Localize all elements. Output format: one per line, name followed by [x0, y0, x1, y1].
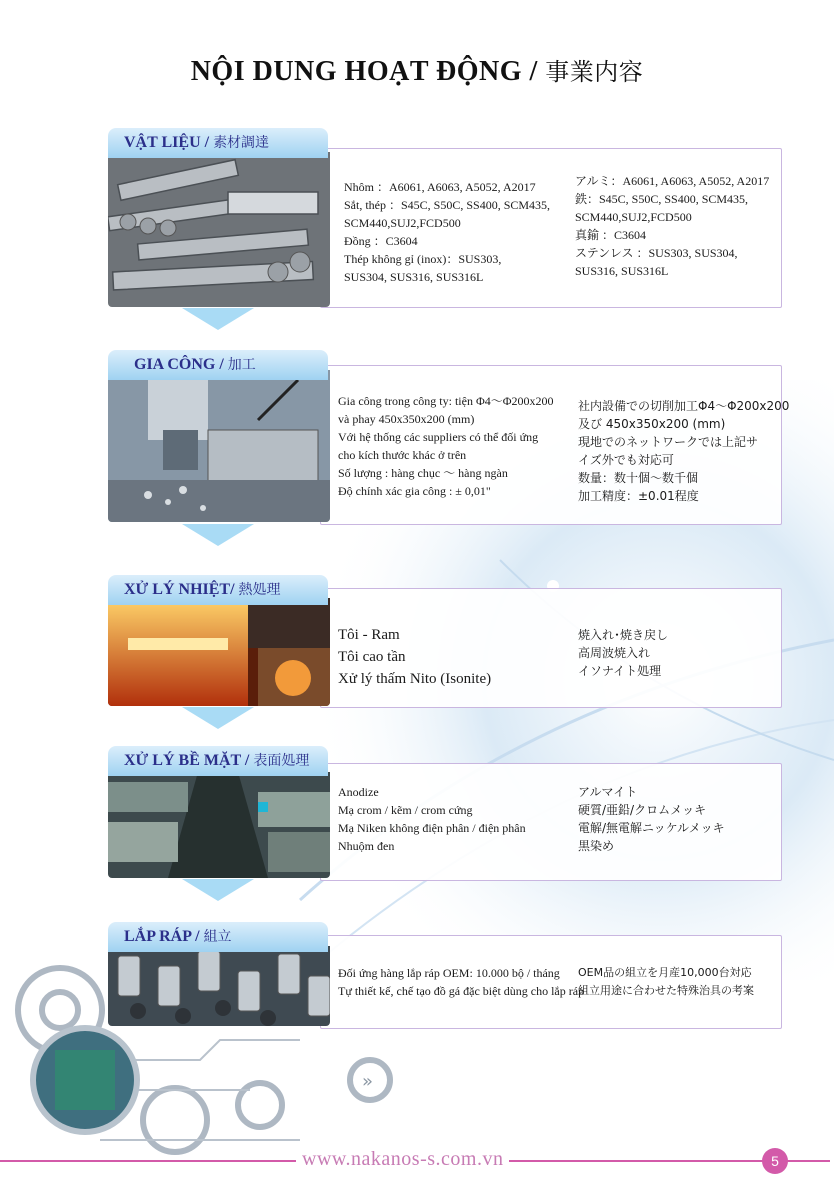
text-line: アルマイト	[578, 785, 638, 799]
assembly-vi-text	[338, 964, 585, 1000]
heat-treatment-tab-jp: 熱処理	[238, 582, 281, 598]
text-line: SUS316, SUS316L	[575, 264, 669, 278]
text-line: 現地でのネットワークでは上記サ	[578, 435, 759, 449]
heat-treatment-jp-text	[578, 626, 778, 680]
surface-treatment-jp-text	[578, 783, 778, 855]
surface-treatment-vi-text	[338, 783, 568, 855]
text-line: Mạ crom / kẽm / crom cứng	[338, 803, 473, 817]
text-line: Gia công trong công ty: tiện Φ4～Φ200x200	[338, 394, 554, 408]
assembly-tab-vi: LẮP RÁP /	[124, 928, 200, 945]
text-line: Xử lý thấm Nito (Isonite)	[338, 671, 492, 687]
assembly-photo	[108, 946, 330, 1026]
text-line: Anodize	[338, 785, 379, 799]
text-line: Tự thiết kế, chế tạo đồ gá đặc biệt dùng cho lắp ráp	[338, 984, 585, 998]
text-line: Sắt, thép ：S45C, S50C, SS400, SCM435,	[344, 198, 551, 212]
text-line: OEM品の組立を月産10,000台対応	[578, 966, 752, 979]
text-line: 硬質/亜鉛/クロムメッキ	[578, 803, 707, 817]
text-line: Tôi cao tần	[338, 649, 406, 665]
text-line: SCM440,SUJ2,FCD500	[575, 210, 692, 224]
surface-treatment-tab	[108, 746, 328, 776]
surface-treatment-photo	[108, 772, 330, 878]
text-line: Với hệ thống các suppliers có thể đối ứng	[338, 430, 539, 444]
text-line: ステンレス ：SUS303, SUS304,	[575, 246, 738, 260]
text-line: 組立用途に合わせた特殊治具の考案	[578, 984, 754, 997]
text-line: イズ外でも対応可	[578, 453, 674, 467]
text-line: Nhuộm đen	[338, 839, 395, 853]
heat-treatment-vi-text	[338, 624, 568, 690]
page-number: 5	[762, 1148, 788, 1174]
text-line: 鉄：S45C, S50C, SS400, SCM435,	[575, 192, 749, 206]
assembly-jp-text	[578, 964, 778, 1000]
heat-treatment-photo	[108, 598, 330, 706]
text-line: 数量：数十個～数千個	[578, 471, 699, 485]
machining-jp-text	[578, 397, 790, 505]
page-title-jp: 事業内容	[545, 58, 644, 86]
flow-arrow	[182, 524, 254, 546]
surface-treatment-tab-vi: XỬ LÝ BỀ MẶT /	[124, 752, 250, 769]
svg-text:»: »	[362, 1071, 374, 1092]
assembly-tab	[108, 922, 328, 952]
page-title	[0, 52, 834, 88]
text-line: và phay 450x350x200 (mm)	[338, 412, 475, 426]
materials-vi-text	[344, 178, 574, 286]
materials-tab-jp: 素材調達	[213, 135, 270, 151]
materials-tab-vi: VẬT LIỆU /	[124, 134, 210, 151]
machining-tab	[108, 350, 328, 380]
heat-treatment-tab-vi: XỬ LÝ NHIỆT/	[124, 581, 235, 598]
text-line: Nhôm ：A6061, A6063, A5052, A2017	[344, 180, 536, 194]
text-line: 加工精度：±0.01程度	[578, 489, 699, 503]
machining-vi-text	[338, 392, 573, 500]
page-title-vi: NỘI DUNG HOẠT ĐỘNG /	[190, 56, 538, 87]
machining-photo	[108, 370, 330, 522]
materials-photo	[108, 152, 330, 307]
website-link[interactable]: www.nakanos-s.com.vn	[296, 1148, 509, 1171]
assembly-tab-jp: 組立	[203, 929, 232, 945]
text-line: イソナイト処理	[578, 664, 662, 678]
text-line: 高周波焼入れ	[578, 646, 651, 660]
text-line: Mạ Niken không điện phân / điện phân	[338, 821, 526, 835]
flow-arrow	[182, 707, 254, 729]
text-line: cho kích thước khác ở trên	[338, 448, 467, 462]
text-line: 真鍮 ：C3604	[575, 228, 647, 242]
heat-treatment-tab	[108, 575, 328, 605]
text-line: アルミ：A6061, A6063, A5052, A2017	[575, 174, 770, 188]
text-line: 社内設備での切削加工Φ4～Φ200x200	[578, 399, 790, 413]
text-line: SCM440,SUJ2,FCD500	[344, 216, 461, 230]
flow-arrow	[182, 879, 254, 901]
surface-treatment-tab-jp: 表面処理	[253, 753, 310, 769]
flow-arrow	[182, 308, 254, 330]
text-line: Số lượng : hàng chục ～ hàng ngàn	[338, 466, 508, 480]
text-line: 焼入れ･焼き戻し	[578, 628, 669, 642]
materials-tab	[108, 128, 328, 158]
text-line: SUS304, SUS316, SUS316L	[344, 270, 484, 284]
text-line: 及び 450x350x200 (mm)	[578, 417, 726, 431]
machining-tab-vi: GIA CÔNG /	[134, 356, 224, 373]
text-line: 電解/無電解ニッケルメッキ	[578, 821, 725, 835]
machining-tab-jp: 加工	[227, 357, 256, 373]
text-line: Thép không gỉ (inox)：SUS303,	[344, 252, 502, 266]
materials-jp-text	[575, 172, 775, 280]
text-line: 黒染め	[578, 839, 615, 853]
text-line: Đối ứng hàng lắp ráp OEM: 10.000 bộ / tháng	[338, 966, 560, 980]
text-line: Tôi - Ram	[338, 627, 400, 643]
text-line: Độ chính xác gia công : ± 0,01"	[338, 484, 491, 498]
text-line: Đồng ：C3604	[344, 234, 418, 248]
